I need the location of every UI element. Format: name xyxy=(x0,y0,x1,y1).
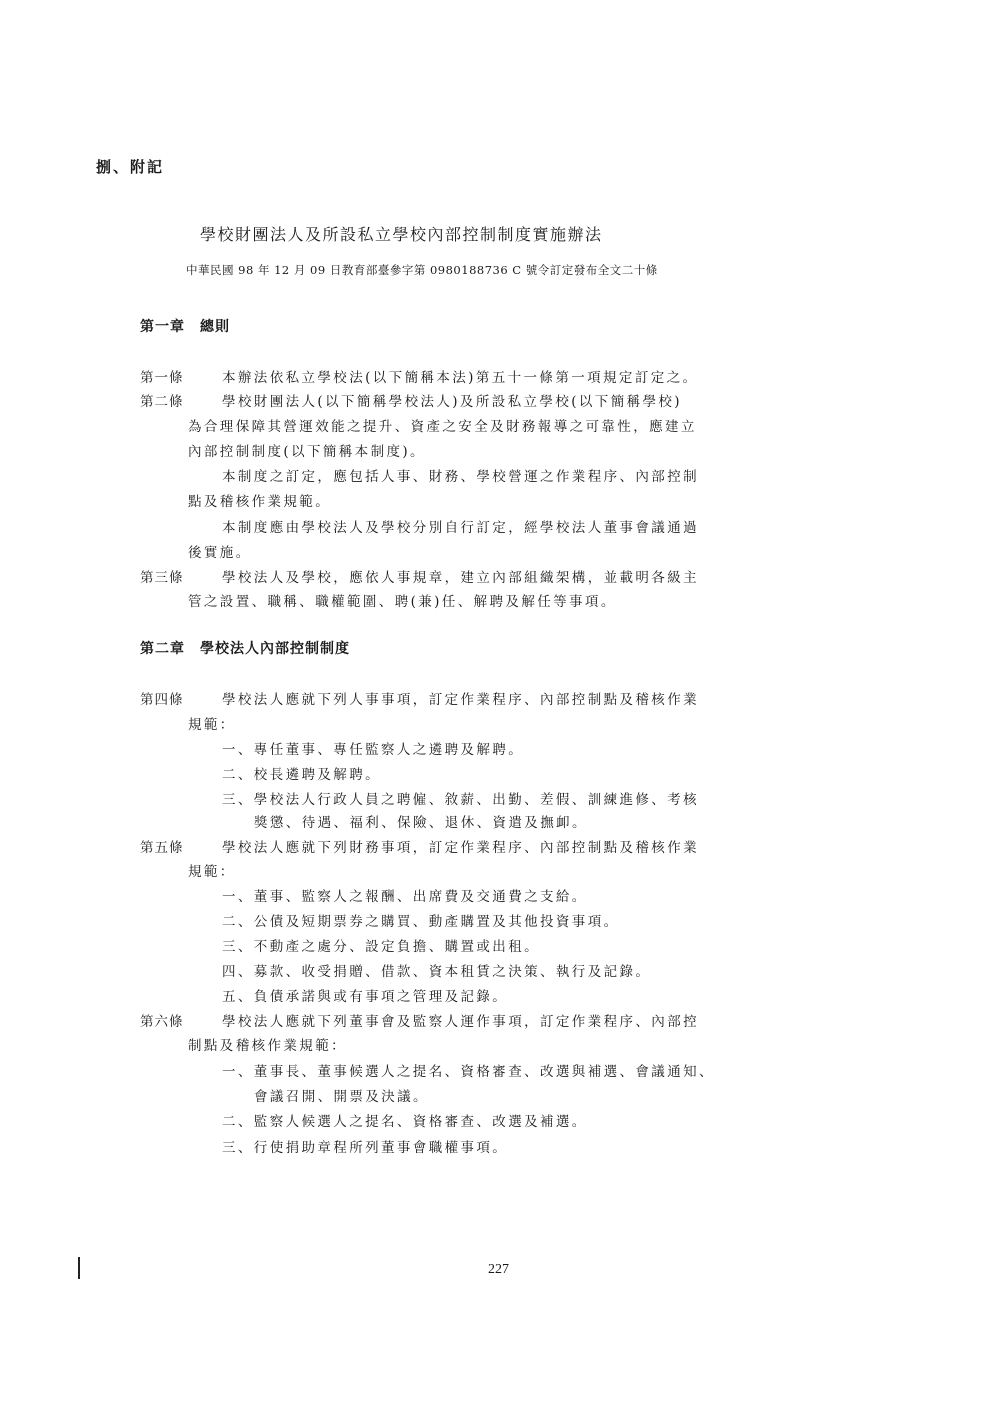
article-text-line: 三、學校法人行政人員之聘僱、敘薪、出勤、差假、訓練進修、考核 xyxy=(222,792,699,808)
article-text-line: 規範： xyxy=(188,864,236,880)
article-text-line: 點及稽核作業規範。 xyxy=(188,494,332,510)
article-text-line: 一、專任董事、專任監察人之遴聘及解聘。 xyxy=(222,742,525,758)
article-text-line: 二、監察人候選人之提名、資格審查、改選及補選。 xyxy=(222,1114,588,1130)
document-subtitle: 中華民國 98 年 12 月 09 日教育部臺參字第 0980188736 C 號令訂定發布全文二十條 xyxy=(186,263,658,277)
article-text-line: 管之設置、職稱、職權範圍、聘(兼)任、解聘及解任等事項。 xyxy=(188,594,617,610)
chapter-heading-2: 第二章 學校法人內部控制制度 xyxy=(140,641,350,657)
article-text-line: 學校法人應就下列財務事項，訂定作業程序、內部控制點及稽核作業 xyxy=(222,840,699,856)
article-text-line: 內部控制制度(以下簡稱本制度)。 xyxy=(188,444,426,460)
page-number: 227 xyxy=(488,1262,509,1277)
article-text-line: 二、校長遴聘及解聘。 xyxy=(222,767,381,783)
article-text-line: 制點及稽核作業規範： xyxy=(188,1038,347,1054)
article-text-line: 為合理保障其營運效能之提升、資產之安全及財務報導之可靠性，應建立 xyxy=(188,419,697,435)
article-text-line: 獎懲、待遇、福利、保險、退休、資遣及撫卹。 xyxy=(254,815,588,831)
article-text-line: 本制度應由學校法人及學校分別自行訂定，經學校法人董事會議通過 xyxy=(222,520,699,536)
article-text-line: 三、不動產之處分、設定負擔、購置或出租。 xyxy=(222,939,540,955)
article-text-line: 本制度之訂定，應包括人事、財務、學校營運之作業程序、內部控制 xyxy=(222,469,699,485)
article-text-line: 學校財團法人(以下簡稱學校法人)及所設私立學校(以下簡稱學校) xyxy=(222,394,682,410)
article-text-line: 本辦法依私立學校法(以下簡稱本法)第五十一條第一項規定訂定之。 xyxy=(222,370,699,386)
section-heading: 捌、附記 xyxy=(96,158,165,176)
article-text-line: 學校法人應就下列人事事項，訂定作業程序、內部控制點及稽核作業 xyxy=(222,692,699,708)
article-text-line: 一、董事長、董事候選人之提名、資格審查、改選與補選、會議通知、 xyxy=(222,1064,715,1080)
article-text-line: 五、負債承諾與或有事項之管理及記錄。 xyxy=(222,989,509,1005)
article-label: 第五條 xyxy=(140,840,184,856)
article-label: 第三條 xyxy=(140,570,184,586)
article-text-line: 規範： xyxy=(188,717,236,733)
document-title: 學校財團法人及所設私立學校內部控制制度實施辦法 xyxy=(200,225,603,244)
article-label: 第六條 xyxy=(140,1014,184,1030)
article-text-line: 會議召開、開票及決議。 xyxy=(254,1089,429,1105)
article-text-line: 學校法人及學校，應依人事規章，建立內部組織架構，並載明各級主 xyxy=(222,570,699,586)
margin-mark xyxy=(78,1257,80,1279)
article-text-line: 四、募款、收受捐贈、借款、資本租賃之決策、執行及記錄。 xyxy=(222,964,652,980)
article-text-line: 三、行使捐助章程所列董事會職權事項。 xyxy=(222,1140,509,1156)
article-text-line: 學校法人應就下列董事會及監察人運作事項，訂定作業程序、內部控 xyxy=(222,1014,699,1030)
article-label: 第二條 xyxy=(140,394,184,410)
article-text-line: 一、董事、監察人之報酬、出席費及交通費之支給。 xyxy=(222,889,588,905)
article-text-line: 二、公債及短期票券之購買、動產購置及其他投資事項。 xyxy=(222,914,620,930)
article-label: 第四條 xyxy=(140,692,184,708)
article-label: 第一條 xyxy=(140,370,184,386)
article-text-line: 後實施。 xyxy=(188,545,252,561)
chapter-heading-1: 第一章 總則 xyxy=(140,319,230,335)
